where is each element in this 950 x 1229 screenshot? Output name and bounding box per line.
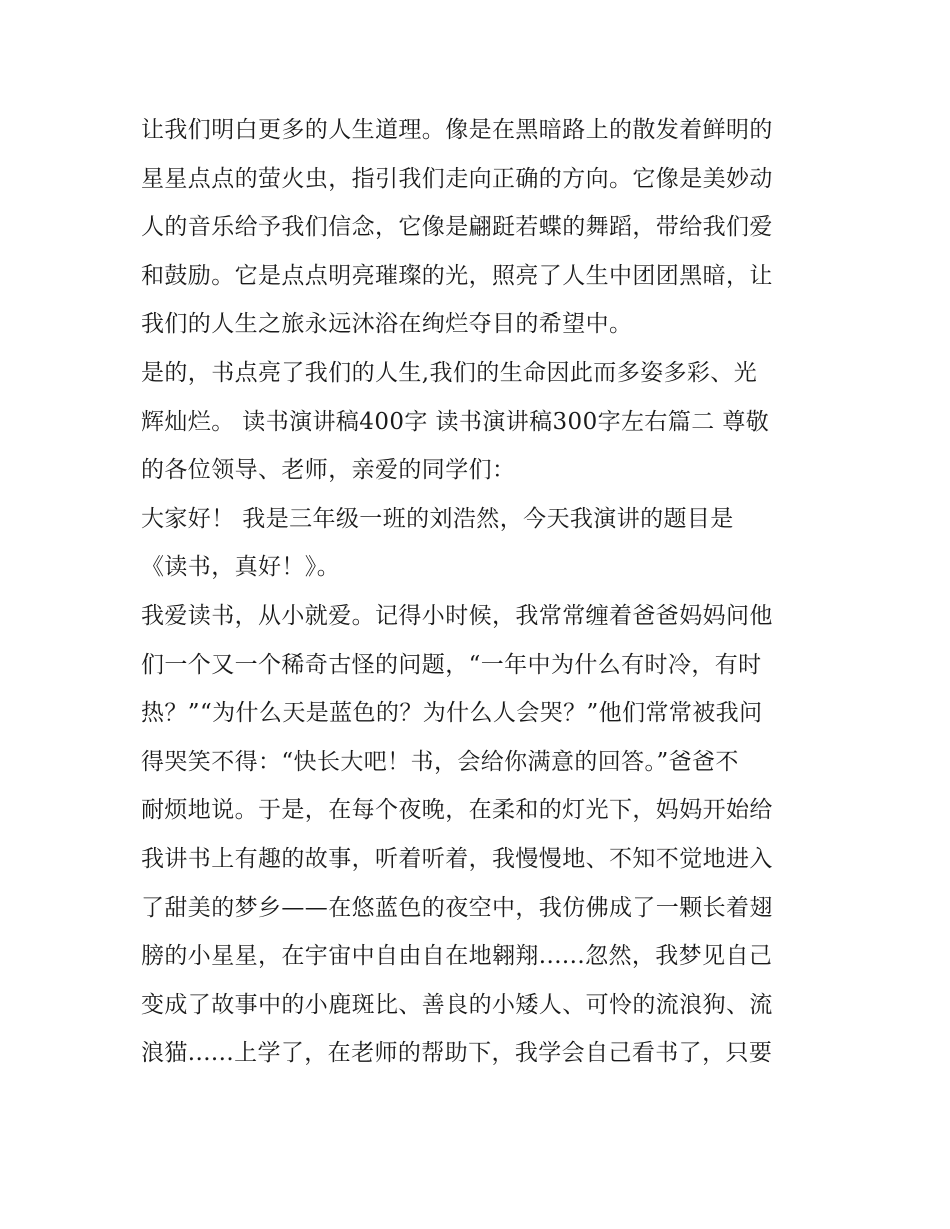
text-line: 变成了故事中的小鹿斑比、善良的小矮人、可怜的流浪狗、流 [141,991,773,1018]
text-line: 星星点点的萤火虫，指引我们走向正确的方向。它像是美妙动 [141,165,773,192]
text-line: 的各位领导、老师，亲爱的同学们： [141,457,516,484]
text-line: 耐烦地说。于是，在每个夜晚，在柔和的灯光下，妈妈开始给 [141,797,773,824]
text-line: 《读书，真好！》。 [141,554,341,581]
text-line: 人的音乐给予我们信念，它像是翩跹若蝶的舞蹈，带给我们爱 [141,214,773,241]
text-line: 辉灿烂。 读书演讲稿400字 读书演讲稿300字左右篇二 尊敬 [141,408,770,435]
body-text [141,106,821,1078]
text-line: 我讲书上有趣的故事，听着听着，我慢慢地、不知不觉地进入 [141,845,773,872]
text-line: 让我们明白更多的人生道理。像是在黑暗路上的散发着鲜明的 [141,117,773,143]
text-line: 是的，书点亮了我们的人生,我们的生命因此而多姿多彩、光 [141,359,758,386]
text-line: 了甜美的梦乡——在悠蓝色的夜空中，我仿佛成了一颗长着翅 [141,894,773,921]
text-line: 和鼓励。它是点点明亮璀璨的光，照亮了人生中团团黑暗，让 [141,262,773,289]
text-line: 我爱读书，从小就爱。记得小时候，我常常缠着爸爸妈妈问他 [141,602,773,629]
text-line: 热？”“为什么天是蓝色的？为什么人会哭？”他们常常被我问 [141,700,763,727]
text-line: 得哭笑不得：“快长大吧！书，会给你满意的回答。”爸爸不 [141,748,739,775]
text-line: 大家好！ 我是三年级一班的刘浩然，今天我演讲的题目是 [141,505,734,532]
text-line: 浪猫......上学了，在老师的帮助下，我学会自己看书了，只要 [141,1040,773,1067]
text-line: 膀的小星星，在宇宙中自由自在地翱翔......忽然，我梦见自己 [141,943,773,970]
text-line: 们一个又一个稀奇古怪的问题，“一年中为什么有时冷，有时 [141,651,762,678]
text-line: 我们的人生之旅永远沐浴在绚烂夺目的希望中。 [141,311,633,338]
